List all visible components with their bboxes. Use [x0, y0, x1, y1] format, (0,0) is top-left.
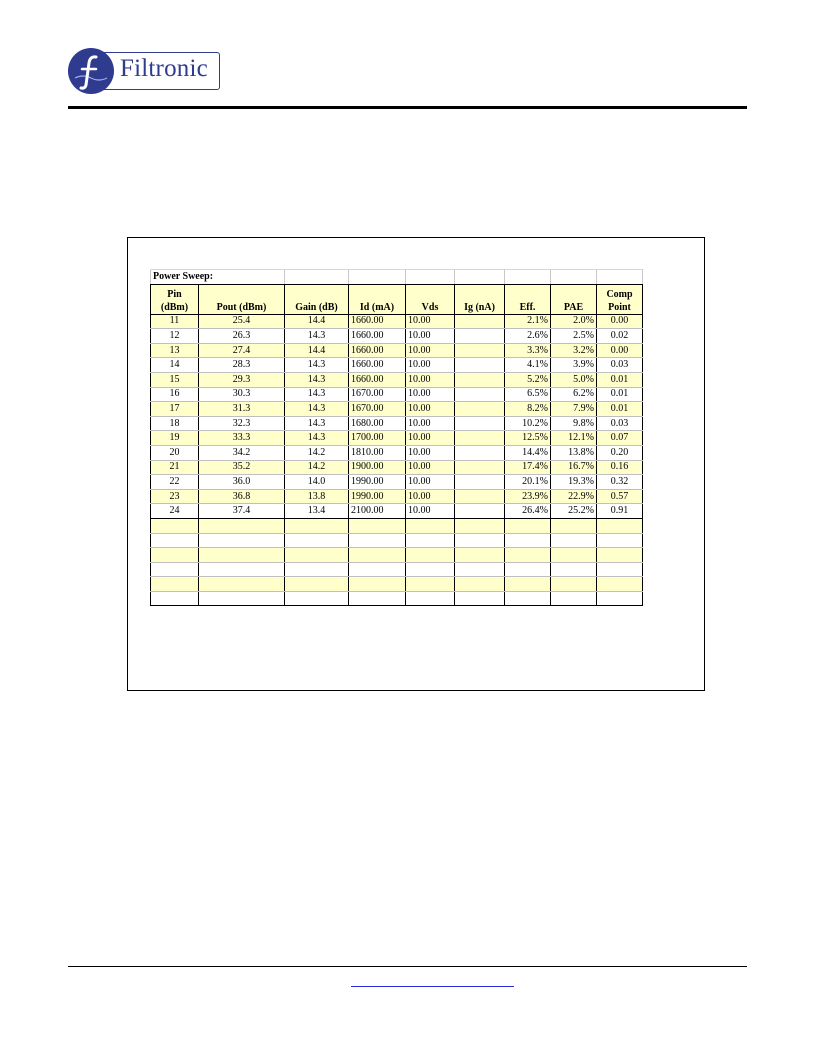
- table-cell: [151, 548, 199, 563]
- column-header: [349, 284, 406, 314]
- table-cell: 0.01: [597, 402, 643, 417]
- column-header: [505, 284, 551, 314]
- table-cell: 15: [151, 372, 199, 387]
- header-row: [151, 284, 643, 314]
- column-header: [285, 284, 349, 314]
- table-cell: [597, 562, 643, 577]
- column-header-line2: Point: [608, 301, 631, 313]
- table-cell: 30.3: [199, 387, 285, 402]
- table-cell: 1810.00: [349, 445, 406, 460]
- table-cell: 17.4%: [505, 460, 551, 475]
- table-row: [151, 358, 643, 373]
- table-cell: [551, 533, 597, 548]
- power-sweep-table: [150, 269, 643, 606]
- table-cell: [406, 518, 455, 533]
- table-cell: 14.0: [285, 475, 349, 490]
- table-cell: 21: [151, 460, 199, 475]
- table-cell: 6.5%: [505, 387, 551, 402]
- table-cell: 13.4: [285, 504, 349, 519]
- table-cell: 10.00: [406, 431, 455, 446]
- table-cell: 25.2%: [551, 504, 597, 519]
- table-cell: [151, 577, 199, 592]
- table-cell: 32.3: [199, 416, 285, 431]
- table-cell: [455, 314, 505, 329]
- table-row: [151, 445, 643, 460]
- table-cell: 1990.00: [349, 475, 406, 490]
- column-header-line2: Pout (dBm): [216, 301, 267, 313]
- column-header-line1: Pin: [167, 288, 182, 300]
- sheet-title: Power Sweep:: [151, 270, 285, 285]
- table-cell: [151, 518, 199, 533]
- column-header: [406, 284, 455, 314]
- table-cell: 3.3%: [505, 343, 551, 358]
- table-cell: 19.3%: [551, 475, 597, 490]
- table-cell: 14.3: [285, 329, 349, 344]
- table-cell: 29.3: [199, 372, 285, 387]
- table-row: [151, 416, 643, 431]
- table-cell: 34.2: [199, 445, 285, 460]
- table-cell: 0.01: [597, 387, 643, 402]
- table-cell: [455, 358, 505, 373]
- table-cell: [455, 518, 505, 533]
- table-cell: 23.9%: [505, 489, 551, 504]
- table-cell: [455, 329, 505, 344]
- table-cell: [505, 548, 551, 563]
- table-cell: 17: [151, 402, 199, 417]
- table-cell: 4.1%: [505, 358, 551, 373]
- column-header-line2: Eff.: [519, 301, 536, 313]
- table-cell: [551, 577, 597, 592]
- table-cell: 26.3: [199, 329, 285, 344]
- table-cell: [455, 372, 505, 387]
- table-cell: 12: [151, 329, 199, 344]
- table-cell: [151, 533, 199, 548]
- table-cell: 12.5%: [505, 431, 551, 446]
- table-cell: [551, 518, 597, 533]
- table-cell: [455, 475, 505, 490]
- table-cell: 14.3: [285, 431, 349, 446]
- table-cell: [199, 533, 285, 548]
- footer-divider: [68, 966, 747, 967]
- table-row: [151, 431, 643, 446]
- table-row: [151, 577, 643, 592]
- table-row: [151, 372, 643, 387]
- table-cell: 1660.00: [349, 343, 406, 358]
- table-cell: 8.2%: [505, 402, 551, 417]
- table-cell: 2.6%: [505, 329, 551, 344]
- table-cell: 10.00: [406, 402, 455, 417]
- table-cell: [199, 591, 285, 606]
- table-cell: 1670.00: [349, 387, 406, 402]
- table-cell: [151, 562, 199, 577]
- table-row: [151, 460, 643, 475]
- table-cell: [199, 577, 285, 592]
- table-cell: 10.00: [406, 343, 455, 358]
- table-cell: [285, 533, 349, 548]
- table-cell: 26.4%: [505, 504, 551, 519]
- title-row: [151, 270, 643, 285]
- table-cell: 20: [151, 445, 199, 460]
- table-cell: [597, 591, 643, 606]
- table-cell: 5.2%: [505, 372, 551, 387]
- table-cell: 1670.00: [349, 402, 406, 417]
- column-header: [151, 284, 199, 314]
- table-row: [151, 548, 643, 563]
- table-cell: 22: [151, 475, 199, 490]
- table-cell: [455, 343, 505, 358]
- table-cell: [349, 591, 406, 606]
- table-cell: 0.16: [597, 460, 643, 475]
- column-header: [455, 284, 505, 314]
- table-cell: 3.9%: [551, 358, 597, 373]
- table-cell: 10.00: [406, 504, 455, 519]
- table-row: [151, 518, 643, 533]
- table-cell: 24: [151, 504, 199, 519]
- table-cell: [505, 577, 551, 592]
- table-cell: [285, 591, 349, 606]
- table-cell: 0.03: [597, 416, 643, 431]
- table-cell: 35.2: [199, 460, 285, 475]
- column-header-line2: Ig (nA): [464, 301, 495, 313]
- table-cell: 10.00: [406, 475, 455, 490]
- table-cell: 7.9%: [551, 402, 597, 417]
- table-cell: [349, 562, 406, 577]
- table-cell: [551, 591, 597, 606]
- table-cell: 14.4: [285, 343, 349, 358]
- table-cell: 13: [151, 343, 199, 358]
- logo-f-icon: [68, 48, 114, 94]
- table-cell: [285, 577, 349, 592]
- table-cell: [285, 548, 349, 563]
- logo-text: Filtronic: [120, 55, 208, 82]
- table-cell: [406, 562, 455, 577]
- table-cell: 1900.00: [349, 460, 406, 475]
- table-cell: 2.1%: [505, 314, 551, 329]
- table-cell: 0.57: [597, 489, 643, 504]
- column-header-line2: (dBm): [160, 301, 189, 313]
- table-cell: 14.3: [285, 358, 349, 373]
- table-cell: 0.32: [597, 475, 643, 490]
- table-cell: 10.00: [406, 460, 455, 475]
- table-cell: [349, 518, 406, 533]
- table-cell: 1680.00: [349, 416, 406, 431]
- table-cell: [406, 548, 455, 563]
- table-cell: [285, 562, 349, 577]
- table-cell: 23: [151, 489, 199, 504]
- table-cell: [551, 562, 597, 577]
- table-cell: 10.00: [406, 489, 455, 504]
- table-cell: 0.02: [597, 329, 643, 344]
- table-cell: 10.00: [406, 445, 455, 460]
- table-cell: 20.1%: [505, 475, 551, 490]
- table-cell: 1660.00: [349, 329, 406, 344]
- table-cell: [199, 562, 285, 577]
- table-cell: [597, 533, 643, 548]
- table-cell: 11: [151, 314, 199, 329]
- table-cell: 0.07: [597, 431, 643, 446]
- table-cell: 33.3: [199, 431, 285, 446]
- table-cell: 14.3: [285, 387, 349, 402]
- table-cell: [349, 577, 406, 592]
- table-row: [151, 489, 643, 504]
- table-cell: [505, 518, 551, 533]
- table-cell: [455, 591, 505, 606]
- table-cell: [455, 577, 505, 592]
- table-cell: 2.5%: [551, 329, 597, 344]
- table-cell: [505, 562, 551, 577]
- table-cell: [505, 591, 551, 606]
- table-cell: 14.3: [285, 372, 349, 387]
- table-cell: [406, 533, 455, 548]
- column-header-line1: Comp: [606, 288, 633, 300]
- table-cell: 13.8: [285, 489, 349, 504]
- table-cell: 0.03: [597, 358, 643, 373]
- header-divider: [68, 106, 747, 109]
- table-cell: 12.1%: [551, 431, 597, 446]
- table-row: [151, 343, 643, 358]
- table-cell: [597, 518, 643, 533]
- table-cell: 0.20: [597, 445, 643, 460]
- table-cell: 10.2%: [505, 416, 551, 431]
- table-cell: 22.9%: [551, 489, 597, 504]
- table-cell: [455, 489, 505, 504]
- table-cell: 5.0%: [551, 372, 597, 387]
- table-cell: 10.00: [406, 314, 455, 329]
- table-row: [151, 314, 643, 329]
- table-cell: [597, 577, 643, 592]
- filtronic-logo: [68, 48, 220, 94]
- table-cell: 14.4%: [505, 445, 551, 460]
- table-cell: 9.8%: [551, 416, 597, 431]
- table-cell: 10.00: [406, 416, 455, 431]
- table-cell: 1660.00: [349, 314, 406, 329]
- table-cell: 14.3: [285, 416, 349, 431]
- table-row: [151, 591, 643, 606]
- table-cell: 28.3: [199, 358, 285, 373]
- table-cell: 14: [151, 358, 199, 373]
- table-cell: 14.4: [285, 314, 349, 329]
- table-cell: [406, 577, 455, 592]
- table-cell: [455, 431, 505, 446]
- table-row: [151, 504, 643, 519]
- table-cell: 3.2%: [551, 343, 597, 358]
- table-cell: 31.3: [199, 402, 285, 417]
- table-cell: 0.00: [597, 314, 643, 329]
- column-header: [597, 284, 643, 314]
- table-cell: 18: [151, 416, 199, 431]
- table-cell: [455, 445, 505, 460]
- table-cell: [199, 548, 285, 563]
- table-cell: [505, 533, 551, 548]
- table-cell: 0.00: [597, 343, 643, 358]
- table-cell: [349, 533, 406, 548]
- table-row: [151, 402, 643, 417]
- table-cell: 2.0%: [551, 314, 597, 329]
- table-cell: 0.01: [597, 372, 643, 387]
- table-cell: 1660.00: [349, 372, 406, 387]
- column-header: [551, 284, 597, 314]
- table-cell: [455, 402, 505, 417]
- table-cell: 16.7%: [551, 460, 597, 475]
- table-cell: 13.8%: [551, 445, 597, 460]
- table-row: [151, 533, 643, 548]
- table-cell: 36.8: [199, 489, 285, 504]
- table-cell: 6.2%: [551, 387, 597, 402]
- table-cell: 19: [151, 431, 199, 446]
- table-cell: [199, 518, 285, 533]
- table-cell: 2100.00: [349, 504, 406, 519]
- table-cell: 37.4: [199, 504, 285, 519]
- column-header-line2: PAE: [563, 301, 584, 313]
- table-cell: [455, 387, 505, 402]
- table-cell: [551, 548, 597, 563]
- table-cell: [151, 591, 199, 606]
- table-cell: 14.3: [285, 402, 349, 417]
- table-cell: 10.00: [406, 372, 455, 387]
- table-cell: [406, 591, 455, 606]
- logo-emblem: [68, 48, 114, 94]
- table-cell: 25.4: [199, 314, 285, 329]
- table-cell: [455, 460, 505, 475]
- column-header-line2: Vds: [421, 301, 439, 313]
- table-row: [151, 475, 643, 490]
- table-cell: [597, 548, 643, 563]
- footer-link-underline[interactable]: [351, 986, 514, 987]
- table-cell: 14.2: [285, 445, 349, 460]
- table-cell: [455, 533, 505, 548]
- table-row: [151, 387, 643, 402]
- table-cell: 16: [151, 387, 199, 402]
- table-cell: 10.00: [406, 358, 455, 373]
- table-row: [151, 562, 643, 577]
- column-header-line2: Gain (dB): [295, 301, 338, 313]
- table-cell: 14.2: [285, 460, 349, 475]
- table-cell: [455, 562, 505, 577]
- table-cell: [349, 548, 406, 563]
- table-cell: 1700.00: [349, 431, 406, 446]
- table-cell: 0.91: [597, 504, 643, 519]
- table-cell: 10.00: [406, 329, 455, 344]
- table-cell: 10.00: [406, 387, 455, 402]
- table-cell: 1990.00: [349, 489, 406, 504]
- column-header: [199, 284, 285, 314]
- table-cell: 1660.00: [349, 358, 406, 373]
- table-cell: 27.4: [199, 343, 285, 358]
- table-cell: [455, 504, 505, 519]
- table-cell: 36.0: [199, 475, 285, 490]
- table-cell: [285, 518, 349, 533]
- table-row: [151, 329, 643, 344]
- table-cell: [455, 416, 505, 431]
- column-header-line2: Id (mA): [359, 301, 395, 313]
- table-cell: [455, 548, 505, 563]
